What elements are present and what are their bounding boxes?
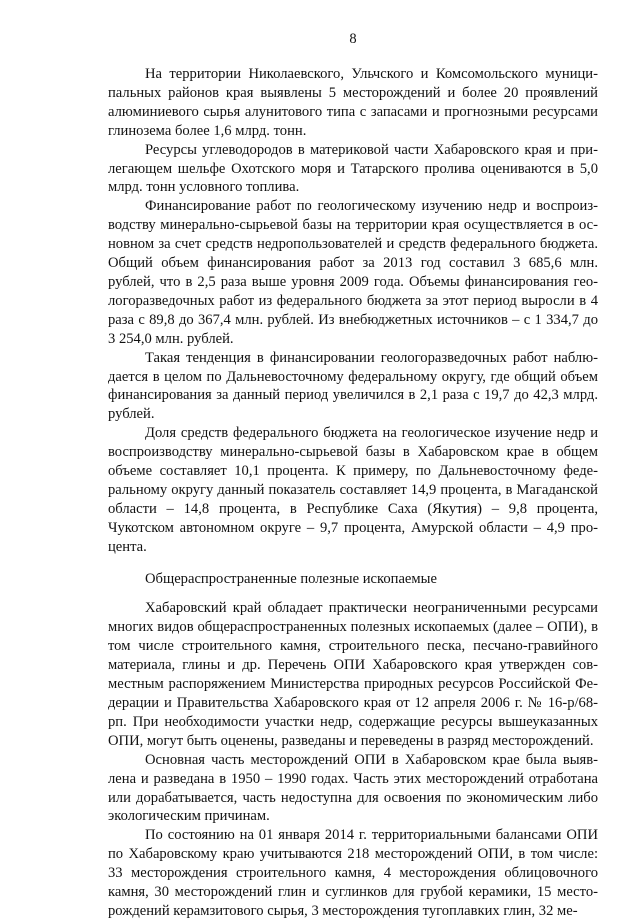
paragraph-hydrocarbon-resources: Ресурсы углеводородов в материковой части Хабаровского края и прилегающем шельфе Охотского моря и Татарского пролива оцениваются в 5,0 млрд. тонн условного топлива. bbox=[108, 141, 598, 196]
paragraph-far-east-trend: Такая тенденция в финансировании геологоразведочных работ наблюдается в целом по Дальневосточному федеральному округу, где общий объем финансирования за данный период увеличился в 2,1 раза с 19,7 до 42,3 млрд. рублей. bbox=[108, 349, 598, 423]
section-heading: Общераспространенные полезные ископаемые bbox=[145, 570, 437, 587]
paragraph-alunite-deposits: На территории Николаевского, Ульчского и Комсомольского муниципальных районов края выявлены 5 месторождений и более 20 проявлений алюминиевого сырья алунитового типа с запасами и прогнозными ресурсами глинозема более 1,6 млрд. тонн. bbox=[108, 66, 598, 139]
paragraph-common-minerals: Хабаровский край обладает практически неограниченными ресурсами многих видов общераспространенных полезных ископаемых (далее – ОПИ), в том числе строительного камня, строительного песка, песчано-гравийного материала, глины и др. Перечень ОПИ Хабаровского края утвержден совместным распоряжением Министерства природных ресурсов Российской Федерации и Правительства Хабаровского края от 12 апреля 2006 г. № 16-р/68-рп. При необходимости участки недр, содержащие ресурсы вышеуказанных ОПИ, могут быть оценены, разведаны и переведены в разряд месторождений. bbox=[108, 600, 598, 749]
document-page bbox=[108, 30, 598, 921]
page-number: 8 bbox=[349, 31, 357, 47]
paragraph-federal-budget-share: Доля средств федерального бюджета на геологическое изучение недр и воспроизводству минерально-сырьевой базы в Хабаровском крае в общем объеме составляет 10,1 процента. К примеру, по Дальневосточному федеральному округу данный показатель составляет 14,9 процента, в Магаданской области – 14,8 процента, в Республике Саха (Якутия) – 9,8 процента, Чукотском автономном округе – 9,7 процента, Амурской области – 4,9 процента. bbox=[108, 425, 598, 555]
paragraph-deposits-history: Основная часть месторождений ОПИ в Хабаровском крае была выявлена и разведана в 1950 – 1990 годах. Часть этих месторождений отработана или дорабатывается, часть недоступна для освоения по экономическим либо экологическим причинам. bbox=[108, 751, 598, 825]
paragraph-territorial-balance: По состоянию на 01 января 2014 г. территориальными балансами ОПИ по Хабаровскому краю учитываются 218 месторождений ОПИ, в том числе: 33 месторождения строительного камня, 4 месторождения облицовочного камня, 30 месторождений глин и суглинков для грубой керамики, 15 месторождений керамзитового сырья, 3 месторождения тугоплавких глин, 32 ме- bbox=[108, 827, 598, 919]
paragraph-geology-financing: Финансирование работ по геологическому изучению недр и воспроизводству минерально-сырьевой базы на территории края осуществляется в основном за счет средств недропользователей и средств федерального бюджета. Общий объем финансирования работ за 2013 год составил 3 685,6 млн. рублей, что в 2,5 раза выше уровня 2009 года. Объемы финансирования геологоразведочных работ из федерального бюджета за этот период выросли в 4 раза с 89,8 до 367,4 млн. рублей. Из внебюджетных источников – с 1 334,7 до 3 254,0 млн. рублей. bbox=[108, 198, 598, 347]
